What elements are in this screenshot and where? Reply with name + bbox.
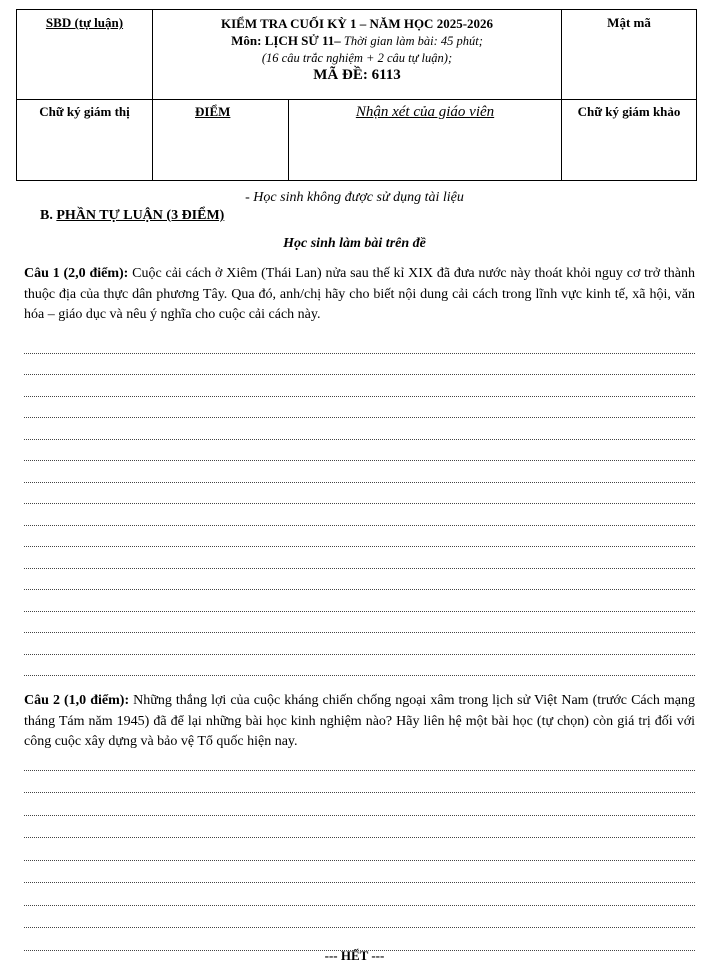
question-1-label: Câu 1 (2,0 điểm): (24, 266, 129, 281)
teacher-comment-label: Nhận xét của giáo viên (355, 104, 495, 120)
mat-ma-cell (562, 10, 697, 100)
sbd-label: SBD (tự luận) (45, 15, 124, 30)
exam-subject-line (153, 32, 561, 50)
question-count-line: (16 câu trắc nghiệm + 2 câu tự luận); (261, 51, 453, 65)
answer-line[interactable] (24, 440, 695, 462)
examiner-sign-cell (562, 100, 697, 181)
answer-line[interactable] (24, 504, 695, 526)
answer-line[interactable] (24, 633, 695, 655)
answer-line[interactable] (24, 547, 695, 569)
examiner-sign-label: Chữ ký giám khảo (577, 104, 681, 119)
no-materials-note: - Học sinh không được sử dụng tài liệu (245, 190, 464, 205)
score-cell (153, 100, 289, 181)
answer-line[interactable] (24, 838, 695, 861)
section-title: PHẦN TỰ LUẬN (3 ĐIỂM) (56, 208, 225, 223)
exam-header-table (16, 9, 697, 181)
answer-line[interactable] (24, 418, 695, 440)
mat-ma-label: Mật mã (607, 15, 651, 30)
score-label: ĐIỂM (195, 104, 231, 119)
exam-title-cell (153, 10, 562, 100)
work-on-paper-instruction: Học sinh làm bài trên đề (283, 236, 426, 251)
answer-line[interactable] (24, 655, 695, 677)
proctor-sign-label: Chữ ký giám thị (39, 104, 130, 119)
answer-lines-question-1[interactable] (24, 332, 695, 676)
answer-line[interactable] (24, 483, 695, 505)
answer-line[interactable] (24, 748, 695, 771)
question-2-text: Những thắng lợi của cuộc kháng chiến chống ngoại xâm trong lịch sử Việt Nam (trước Cách mạng tháng Tám năm 1945) đã để lại những bài học kinh nghiệm nào? Hãy liên hệ một bài học (tự chọn) còn giá trị đối với công cuộc xây dựng và bảo vệ Tổ quốc hiện nay. (24, 693, 695, 749)
answer-line[interactable] (24, 861, 695, 884)
answer-line[interactable] (24, 816, 695, 839)
question-1-text: Cuộc cải cách ở Xiêm (Thái Lan) nửa sau thế kỉ XIX đã đưa nước này thoát khỏi nguy cơ trở thành thuộc địa của thực dân phương Tây. Qua đó, anh/chị hãy cho biết nội dung cải cách trong lĩnh vực kinh tế, xã hội, văn hóa – giáo dục và nêu ý nghĩa cho cuộc cải cách này. (24, 266, 695, 322)
exam-code: MÃ ĐỀ: 6113 (313, 67, 401, 83)
question-2 (24, 691, 695, 753)
answer-line[interactable] (24, 793, 695, 816)
sbd-cell (17, 10, 153, 100)
subject-label: Môn: LỊCH SỬ 11– (231, 33, 341, 48)
answer-line[interactable] (24, 883, 695, 906)
section-prefix: B. (40, 208, 57, 223)
answer-line[interactable] (24, 771, 695, 794)
duration-label: Thời gian làm bài: 45 phút; (340, 34, 483, 48)
answer-line[interactable] (24, 461, 695, 483)
answer-line[interactable] (24, 526, 695, 548)
answer-line[interactable] (24, 590, 695, 612)
exam-title: KIỂM TRA CUỐI KỲ 1 – NĂM HỌC 2025-2026 (220, 16, 494, 31)
answer-line[interactable] (24, 569, 695, 591)
answer-line[interactable] (24, 375, 695, 397)
answer-line[interactable] (24, 332, 695, 354)
section-heading (40, 208, 224, 224)
answer-line[interactable] (24, 612, 695, 634)
answer-line[interactable] (24, 397, 695, 419)
answer-line[interactable] (24, 354, 695, 376)
proctor-sign-cell (17, 100, 153, 181)
question-2-label: Câu 2 (1,0 điểm): (24, 693, 130, 708)
teacher-comment-cell (289, 100, 562, 181)
end-marker: --- HẾT --- (324, 948, 385, 963)
question-1 (24, 264, 695, 326)
answer-line[interactable] (24, 906, 695, 929)
answer-lines-question-2[interactable] (24, 748, 695, 951)
